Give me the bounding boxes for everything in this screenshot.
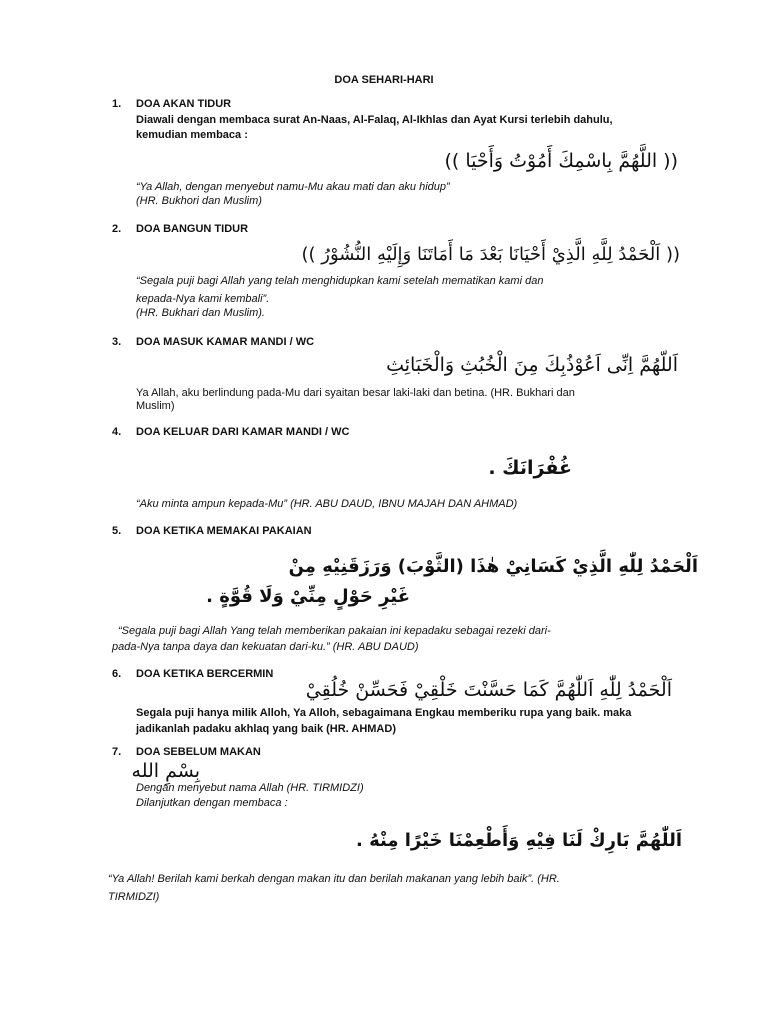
section-1-intro-line-1: Diawali dengan membaca surat An-Naas, Al-Falaq, Al-Ikhlas dan Ayat Kursi terlebih dahulu, <box>136 114 613 126</box>
section-2-arabic: (( اَلْحَمْدُ لِلَّهِ الَّذِيْ أَحْيَانَا بَعْدَ مَا أَمَاتَنَا وَإِلَيْهِ النُّشُوْرُ )) <box>301 244 680 265</box>
page-title: DOA SEHARI-HARI <box>334 74 434 86</box>
section-6-arabic: اَلْحَمْدُ لِلّٰهِ اَللّٰهُمَّ كَمَا حَسَّنْتَ خَلْقِيْ فَحَسِّنْ خُلُقِيْ <box>305 679 672 701</box>
section-2-reference: (HR. Bukhari dan Muslim). <box>136 307 265 319</box>
section-1-intro-line-2: kemudian membaca : <box>136 129 248 141</box>
section-7-translation-line-3: “Ya Allah! Berilah kami berkah dengan makan itu dan berilah makanan yang lebih baik”. (HR. <box>108 873 560 885</box>
section-5-translation-line-1: “Segala puji bagi Allah Yang telah memberikan pakaian ini kepadaku sebagai rezeki dari- <box>118 625 551 637</box>
section-6-translation-line-2: jadikanlah padaku akhlaq yang baik (HR. AHMAD) <box>136 723 396 735</box>
section-5-heading: DOA KETIKA MEMAKAI PAKAIAN <box>136 525 312 537</box>
section-7-heading: DOA SEBELUM MAKAN <box>136 746 261 758</box>
section-3-arabic: اَللّهُمَّ اِنِّى اَعُوْذُبِكَ مِنَ الْخُبُثِ وَالْخَبَائِثِ <box>386 354 678 376</box>
section-1-reference: (HR. Bukhori dan Muslim) <box>136 195 262 207</box>
section-2-translation-line-2: kepada-Nya kami kembali”. <box>136 293 270 305</box>
section-7-translation-line-1: Dengan menyebut nama Allah (HR. TIRMIDZI) <box>136 782 364 794</box>
section-1-heading: DOA AKAN TIDUR <box>136 98 232 110</box>
section-6-translation-line-1: Segala puji hanya milik Alloh, Ya Alloh, sebagaimana Engkau memberiku rupa yang baik. maka <box>136 707 632 719</box>
section-7-translation-line-2: Dilanjutkan dengan membaca : <box>136 797 288 809</box>
section-3-translation-line-1: Ya Allah, aku berlindung pada-Mu dari syaitan besar laki-laki dan betina. (HR. Bukhari dan <box>136 387 575 399</box>
section-6-number: 6. <box>112 668 122 680</box>
section-7-bismillah: بِسْمِ الله <box>131 760 200 782</box>
section-2-number: 2. <box>112 223 122 235</box>
section-1-arabic: (( اللَّهُمَّ بِاسْمِكَ أَمُوْتُ وَأَحْيَا )) <box>444 150 678 172</box>
section-3-number: 3. <box>112 336 122 348</box>
section-7-arabic: اَللّٰهُمَّ بَارِكْ لَنَا فِيْهِ وَأَطْعِمْنَا خَيْرًا مِنْهُ . <box>355 830 682 851</box>
section-6-heading: DOA KETIKA BERCERMIN <box>136 668 274 680</box>
section-5-arabic-line-2: غَيْرِ حَوْلٍ مِنِّيْ وَلَا قُوَّةٍ . <box>206 586 410 607</box>
section-5-arabic-line-1: اَلْحَمْدُ لِلّٰهِ الَّذِيْ كَسَانِيْ هٰذَا (الثَّوْبَ) وَرَزَقَنِيْهِ مِنْ <box>288 556 698 577</box>
section-5-translation-line-2: pada-Nya tanpa daya dan kekuatan dari-ku.” (HR. ABU DAUD) <box>112 641 419 653</box>
section-4-translation: “Aku minta ampun kepada-Mu” (HR. ABU DAUD, IBNU MAJAH DAN AHMAD) <box>136 498 518 510</box>
section-1-number: 1. <box>112 98 122 110</box>
section-7-number: 7. <box>112 746 122 758</box>
section-1-translation: “Ya Allah, dengan menyebut namu-Mu akau mati dan aku hidup” <box>136 181 450 193</box>
section-4-arabic: غُفْرَانَكَ . <box>488 457 572 479</box>
section-4-number: 4. <box>112 426 122 438</box>
section-3-heading: DOA MASUK KAMAR MANDI / WC <box>136 336 315 348</box>
section-4-heading: DOA KELUAR DARI KAMAR MANDI / WC <box>136 426 350 438</box>
section-5-number: 5. <box>112 525 122 537</box>
section-3-translation-line-2: Muslim) <box>136 400 175 412</box>
section-2-translation-line-1: “Segala puji bagi Allah yang telah menghidupkan kami setelah mematikan kami dan <box>136 275 544 287</box>
section-2-heading: DOA BANGUN TIDUR <box>136 223 249 235</box>
section-7-translation-line-4: TIRMIDZI) <box>108 891 160 903</box>
